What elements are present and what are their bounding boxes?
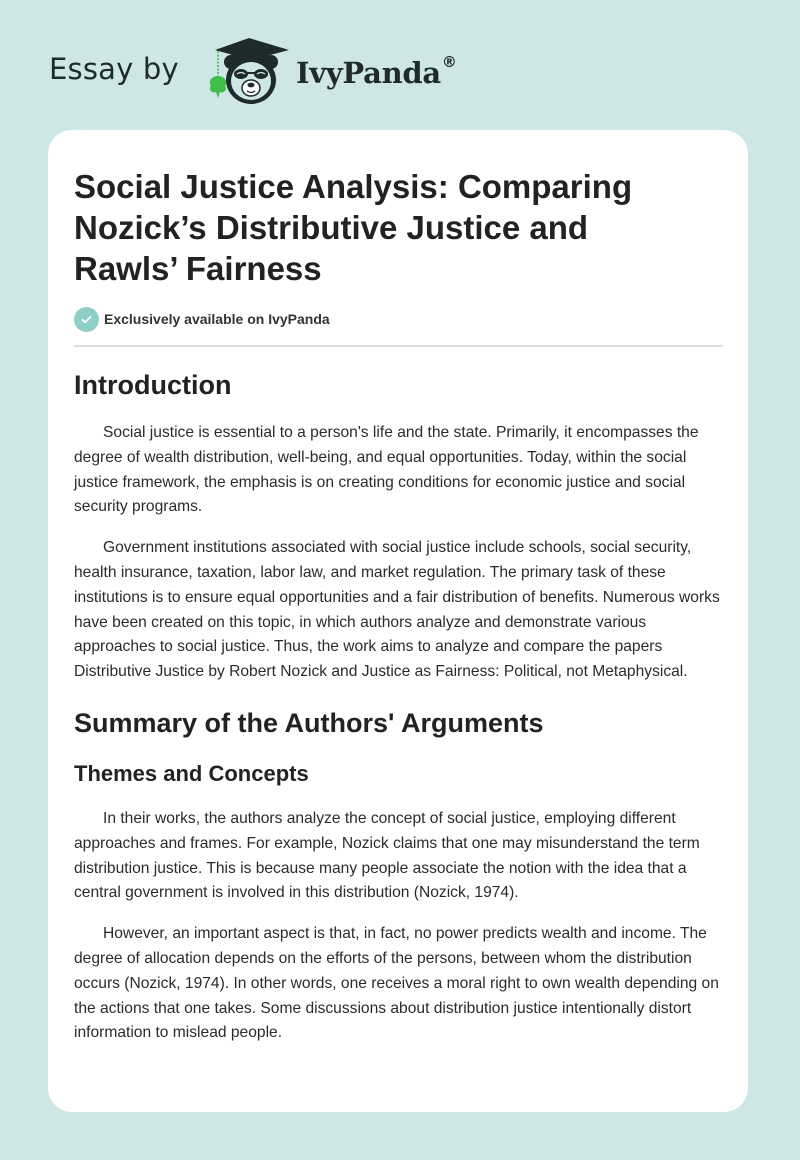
registered-mark: ® [441,53,457,71]
section-introduction [74,369,722,685]
check-circle-icon [74,307,99,332]
essay-card [48,130,748,1112]
section-heading: Summary of the Authors' Arguments [74,707,544,738]
paragraph: In their works, the authors analyze the concept of social justice, employing different approaches and frames. For example, Nozick claims that one may misunderstand the term distribution justice. This is because many people associate the notion with the idea that a central government is involved in this distribution (Nozick, 1974). [74,809,700,902]
essay-title: Social Justice Analysis: Comparing Nozick’s Distributive Justice and Rawls’ Fairness [74,168,633,287]
exclusive-text: Exclusively available on IvyPanda [104,311,330,327]
paragraph: Social justice is essential to a person's life and the state. Primarily, it encompasses the degree of wealth distribution, well-being, and equal opportunities. Today, within the social justice framework, the emphasis is on creating conditions for economic justice and social security programs. [74,424,699,516]
section-heading: Introduction [74,370,232,400]
title-divider [74,345,723,347]
brand-name-text: IvyPanda [296,56,441,90]
exclusive-badge [74,306,722,332]
paragraph: However, an important aspect is that, in fact, no power predicts wealth and income. The degree of allocation depends on the efforts of the persons, between whom the distribution occurs (Nozick, 1974). In other words, one receives a moral right to own wealth depending on the actions that one takes. Some discussions about distribution justice intentionally distort information to mislead people. [74,925,719,1042]
brand-prefix: Essay by [49,52,179,86]
section-summary [74,707,722,1046]
paragraph: Government institutions associated with social justice include schools, social security, health insurance, taxation, labor law, and market regulation. The primary task of these institutions is to ensure equal opportunities and a fair distribution of benefits. Numerous works have been created on this topic, in which authors analyze and demonstrate various approaches to social justice. Thus, the work aims to analyze and compare the papers Distributive Justice by Robert Nozick and Justice as Fairness: Political, not Metaphysical. [74,539,720,681]
brand-header [0,0,800,130]
subsection-heading: Themes and Concepts [74,760,309,786]
panda-graduate-logo-icon[interactable] [203,36,295,108]
subsection-themes [74,761,722,1046]
brand-name[interactable] [296,53,457,90]
